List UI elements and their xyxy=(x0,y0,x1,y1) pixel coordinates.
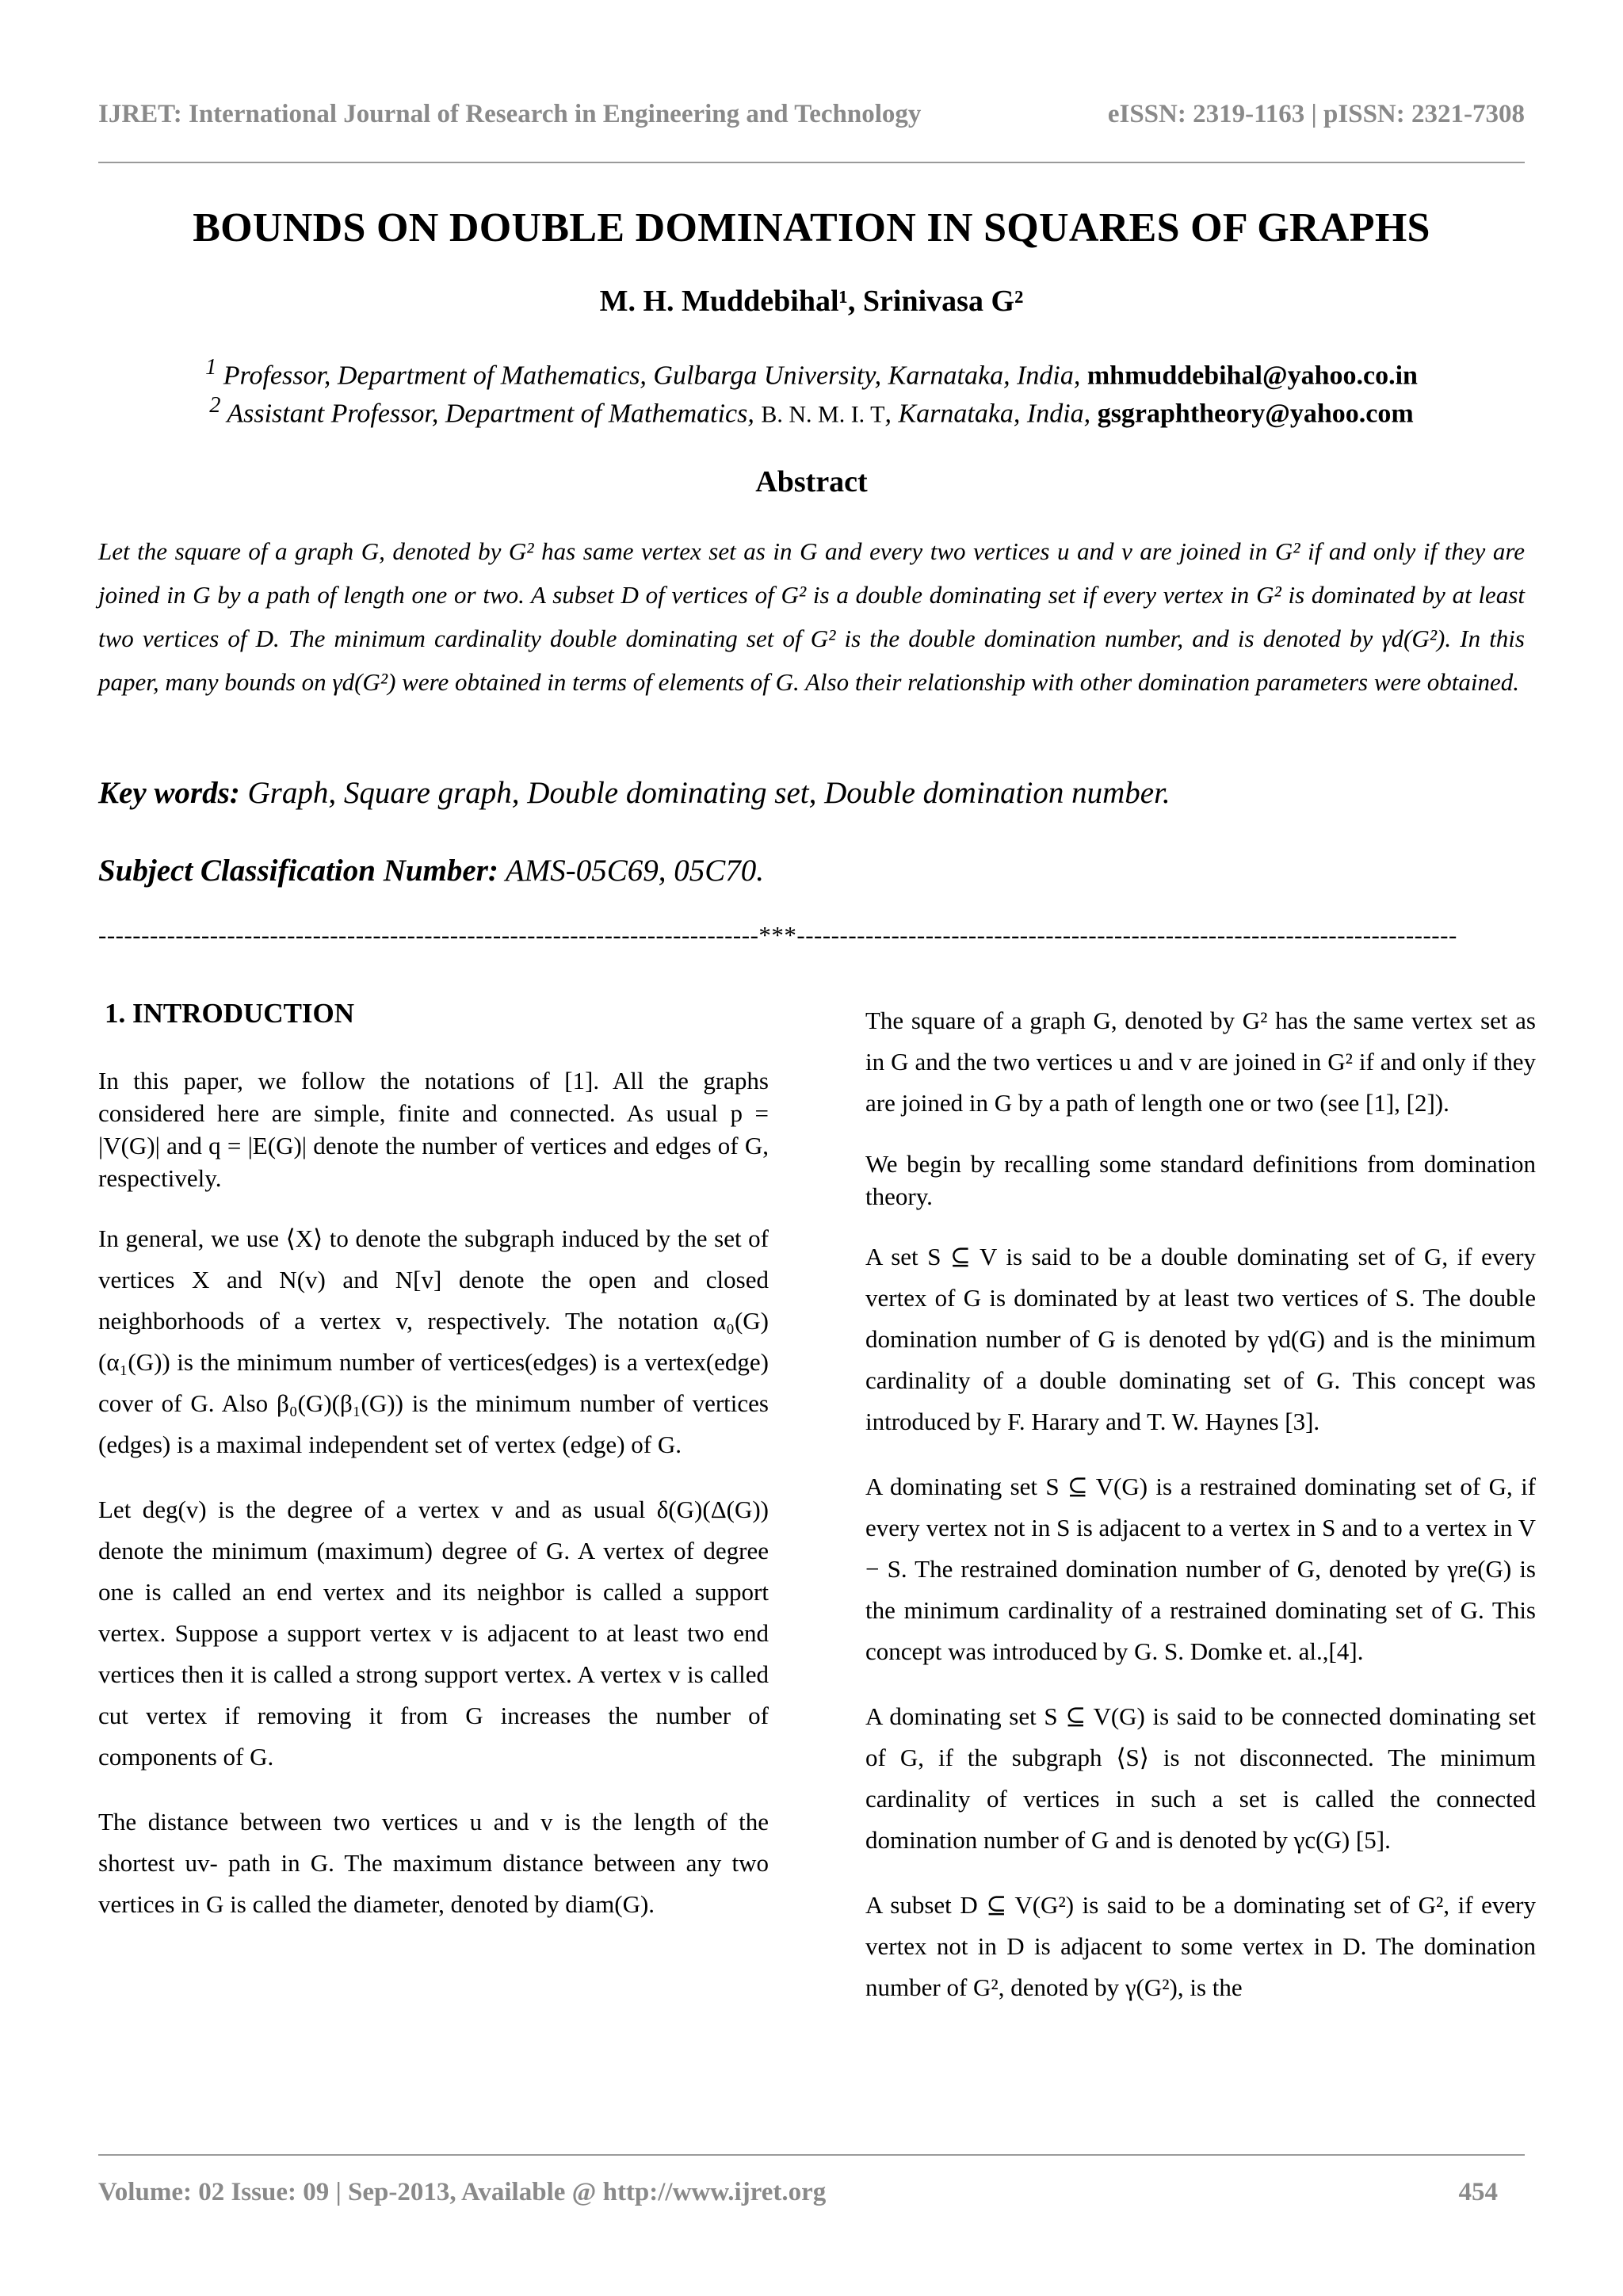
section-separator: -----------------------------------------------------------------------------***----------------------------------------------------------------------------- xyxy=(98,921,1457,949)
subject-text: AMS-05C69, 05C70. xyxy=(505,854,764,888)
paragraph: Let deg(v) is the degree of a vertex v and as usual δ(G)(Δ(G)) denote the minimum (maximum) degree of G. A vertex of degree one is called an end vertex and its neighbor is called a support vertex. Suppose a support vertex v is adjacent to at least two end vertices then it is called a strong support vertex. A vertex v is called cut vertex if removing it from G increases the number of components of G. xyxy=(98,1496,769,1771)
header-rule xyxy=(98,162,1525,163)
abstract-heading: Abstract xyxy=(755,465,868,499)
affiliation-mark: 1 xyxy=(205,355,217,380)
paragraph: We begin by recalling some standard definitions from domination theory. xyxy=(865,1150,1536,1210)
right-column xyxy=(865,1000,1536,2032)
abstract-text: Let the square of a graph G, denoted by G² has same vertex set as in G and every two vertices u and v are joined in G² if and only if they are joined in G by a path of length one or two. A subset D of vertices of G² is a double dominating set if every vertex in G² is dominated by at least two vertices of D. The minimum cardinality double dominating set of G² is the double domination number, and is denoted by γd(G²). In this paper, many bounds on γd(G²) were obtained in terms of elements of G. Also their relationship with other domination parameters were obtained. xyxy=(98,537,1525,696)
authors: M. H. Muddebihal¹, Srinivasa G² xyxy=(599,285,1024,318)
affiliation-2 xyxy=(0,393,1623,429)
running-header xyxy=(98,100,1525,129)
paragraph: A subset D ⊆ V(G²) is said to be a dominating set of G², if every vertex not in D is adjacent to some vertex in D. The domination number of G², denoted by γ(G²), is the xyxy=(865,1891,1536,2001)
left-column xyxy=(98,997,769,1949)
paragraph: A dominating set S ⊆ V(G) is a restrained dominating set of G, if every vertex not in S is adjacent to a vertex in S and to a vertex in V − S. The restrained domination number of G, denoted by γre(G) is the minimum cardinality of a restrained dominating set of G. This concept was introduced by G. S. Domke et. al.,[4]. xyxy=(865,1473,1536,1665)
subject-classification xyxy=(98,853,1525,888)
affiliation-1 xyxy=(0,355,1623,391)
volume-info: Volume: 02 Issue: 09 | Sep-2013, Available @ http://www.ijret.org xyxy=(98,2178,827,2206)
paragraph: In this paper, we follow the notations of [1]. All the graphs considered here are simple, finite and connected. As usual p = |V(G)| and q = |E(G)| denote the number of vertices and edges of G, respectively. xyxy=(98,1067,769,1192)
paragraph: The distance between two vertices u and v is the length of the shortest uv- path in G. The maximum distance between any two vertices in G is called the diameter, denoted by diam(G). xyxy=(98,1808,769,1918)
footer-rule xyxy=(98,2154,1525,2156)
section-heading: 1. INTRODUCTION xyxy=(105,998,355,1029)
affiliation-text: , Karnataka, India, xyxy=(884,399,1091,429)
paragraph: A dominating set S ⊆ V(G) is said to be connected dominating set of G, if the subgraph ⟨S⟩ is not disconnected. The minimum cardinality of vertices in such a set is called the connected domination number of G and is denoted by γc(G) [5]. xyxy=(865,1702,1536,1854)
journal-name: IJRET: International Journal of Research in Engineering and Technology xyxy=(98,100,922,128)
affiliation-text: Professor, Department of Mathematics, Gulbarga University, Karnataka, India, xyxy=(223,361,1081,391)
issn: eISSN: 2319-1163 | pISSN: 2321-7308 xyxy=(1107,100,1525,128)
affiliation-mark: 2 xyxy=(209,393,221,418)
subject-label: Subject Classification Number: xyxy=(98,854,498,888)
email-link[interactable]: gsgraphtheory@yahoo.com xyxy=(1097,399,1414,429)
institution: B. N. M. I. T xyxy=(761,401,885,428)
paragraph: A set S ⊆ V is said to be a double dominating set of G, if every vertex of G is dominated by at least two vertices of S. The double domination number of G is denoted by γd(G) and is the minimum cardinality of a double dominating set of G. This concept was introduced by F. Harary and T. W. Haynes [3]. xyxy=(865,1243,1536,1435)
running-footer xyxy=(98,2178,1525,2207)
keywords-text: Graph, Square graph, Double dominating set, Double domination number. xyxy=(247,776,1170,810)
keywords xyxy=(98,775,1525,811)
keywords-label: Key words: xyxy=(98,776,240,810)
email-link[interactable]: mhmuddebihal@yahoo.co.in xyxy=(1086,361,1418,391)
page-number: 454 xyxy=(1458,2178,1498,2206)
paragraph: The square of a graph G, denoted by G² has the same vertex set as in G and the two vertices u and v are joined in G² if and only if they are joined in G by a path of length one or two (see [1], [2]). xyxy=(865,1007,1536,1117)
paper-title: BOUNDS ON DOUBLE DOMINATION IN SQUARES OF GRAPHS xyxy=(193,205,1430,250)
affiliation-text: Assistant Professor, Department of Mathematics, xyxy=(227,399,754,429)
paragraph: In general, we use ⟨X⟩ to denote the subgraph induced by the set of vertices X and N(v) and N[v] denote the open and closed neighborhoods of a vertex v, respectively. The notation α₀(G)(α₁(G)) is the minimum number of vertices(edges) is a vertex(edge) cover of G. Also β₀(G)(β₁(G)) is the minimum number of vertices (edges) is a maximal independent set of vertex (edge) of G. xyxy=(98,1224,769,1458)
